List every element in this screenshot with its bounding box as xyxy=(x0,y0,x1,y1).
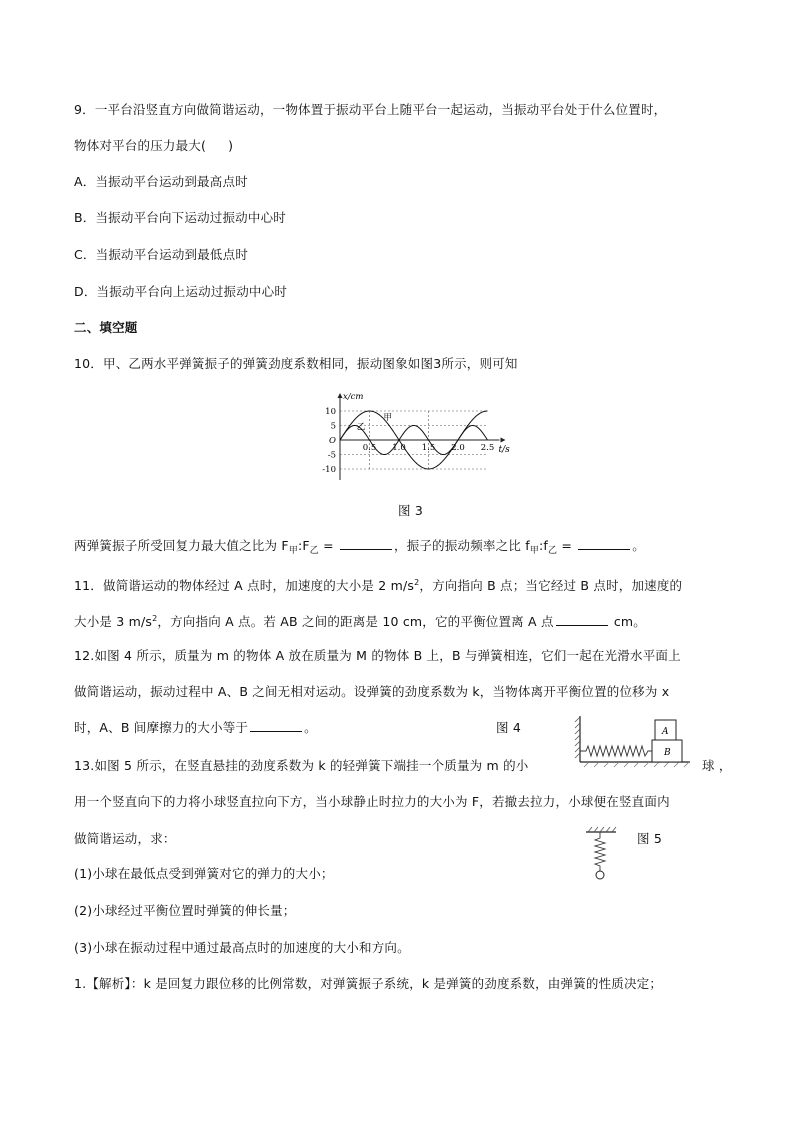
q10-stem: 10．甲、乙两水平弹簧振子的弹簧劲度系数相同，振动图象如图3所示，则可知 xyxy=(74,356,518,371)
q10-text-mid: ，振子的振动频率之比 f xyxy=(394,538,530,553)
y-tick-label: 10 xyxy=(325,407,336,417)
q10-blank-1[interactable] xyxy=(340,538,392,550)
section-title: 二、填空题 xyxy=(74,320,138,335)
q12-line1: 12.如图 4 所示，质量为 m 的物体 A 放在质量为 M 的物体 B 上，B 与弹簧相连，它们一起在光滑水平面上 xyxy=(74,648,681,663)
figure-3-chart xyxy=(308,390,508,482)
q10-end: 。 xyxy=(632,538,645,553)
q11-blank[interactable] xyxy=(556,614,608,626)
figure-5-diagram xyxy=(584,826,618,884)
q10-sub-jia: 甲 xyxy=(288,546,298,556)
q13-sub1: (1)小球在最低点受到弹簧对它的弹力的大小； xyxy=(74,866,334,881)
q9-stem-text: 物体对平台的压力最大( xyxy=(74,138,207,153)
series-label-yi: 乙 xyxy=(356,422,366,433)
q13-line2: 用一个竖直向下的力将小球竖直拉向下方，当小球静止时拉力的大小为 F，若撤去拉力，小球便在竖直面内 xyxy=(74,794,670,809)
q11-line1 xyxy=(74,575,682,594)
q12-text-a: 时，A、B 间摩擦力的大小等于 xyxy=(74,720,249,735)
q9-option-b: B．当振动平台向下运动过振动中心时 xyxy=(74,210,286,225)
x-tick-label: 2.5 xyxy=(480,443,495,453)
y-tick-label: O xyxy=(329,436,336,446)
q12-line3 xyxy=(74,720,317,736)
block-b-label: B xyxy=(664,748,671,758)
series-label-jia: 甲 xyxy=(383,413,393,423)
spring-vertical xyxy=(595,832,605,871)
q9-stem-line1: 9．一平台沿竖直方向做简谐运动，一物体置于振动平台上随平台一起运动，当振动平台处于什么位置时， xyxy=(74,102,667,117)
figure-4-label: 图 4 xyxy=(496,720,522,735)
q11-text-b: ，方向指向 B 点；当它经过 B 点时，加速度的 xyxy=(419,578,683,593)
q10-sub-jia-2: 甲 xyxy=(529,546,539,556)
q12-blank[interactable] xyxy=(250,720,302,732)
q10-blank-2[interactable] xyxy=(578,538,630,550)
q11-sup-1: 2 xyxy=(414,578,420,587)
q10-colon2: :f xyxy=(539,538,549,553)
q13-sub2: (2)小球经过平衡位置时弹簧的伸长量； xyxy=(74,903,296,918)
figure-5-label: 图 5 xyxy=(637,831,663,846)
q12-text-b: 。 xyxy=(304,720,317,735)
q13-line1-tail: 球 ， xyxy=(702,758,732,773)
q13-line3: 做简谐运动，求： xyxy=(74,831,176,846)
q10-colon1: :F xyxy=(297,538,310,553)
q13-line1: 13.如图 5 所示，在竖直悬挂的劲度系数为 k 的轻弹簧下端挂一个质量为 m 的小 xyxy=(74,758,529,773)
x-tick-label: 2.0 xyxy=(451,443,465,453)
block-a-label: A xyxy=(662,727,669,737)
q10-text-a: 两弹簧振子所受回复力最大值之比为 F xyxy=(74,538,289,553)
q13-sub3: (3)小球在振动过程中通过最高点时的加速度的大小和方向。 xyxy=(74,940,410,955)
y-tick-label: 5 xyxy=(330,421,336,432)
x-axis-arrow xyxy=(501,438,506,443)
wall-hatch xyxy=(575,717,580,758)
q10-sub-yi: 乙 xyxy=(309,546,319,556)
figure-4-diagram xyxy=(574,714,692,770)
x-tick-label: 0.5 xyxy=(362,443,377,453)
q9-paren-close: ) xyxy=(228,138,234,153)
q9-option-a: A．当振动平台运动到最高点时 xyxy=(74,174,248,189)
q10-sub-yi-2: 乙 xyxy=(548,546,558,556)
q9-option-c: C．当振动平台运动到最低点时 xyxy=(74,247,249,262)
y-axis-arrow xyxy=(338,393,343,398)
q11-line2 xyxy=(74,611,646,630)
figure-3-caption: 图 3 xyxy=(398,503,424,518)
y-tick-label: -10 xyxy=(322,465,336,475)
q11-text-d: ，方向指向 A 点。若 AB 之间的距离是 10 cm，它的平衡位置离 A 点 xyxy=(157,614,554,629)
q9-option-d: D．当振动平台向上运动过振动中心时 xyxy=(74,284,288,299)
y-axis-label: x/cm xyxy=(343,392,364,402)
q10-eq1: = xyxy=(318,538,339,553)
answer-1: 1.【解析】：k 是回复力跟位移的比例常数，对弹簧振子系统，k 是弹簧的劲度系数，由弹簧的性质决定； xyxy=(74,976,663,991)
q11-text-a: 11．做简谐运动的物体经过 A 点时，加速度的大小是 2 m/s xyxy=(74,578,415,593)
spring-horizontal xyxy=(580,746,652,756)
q10-eq2: = xyxy=(557,538,577,553)
q12-line2: 做简谐运动，振动过程中 A、B 之间无相对运动。设弹簧的劲度系数为 k，当物体离开平衡位置的位移为 x xyxy=(74,684,670,699)
q10-answer-line xyxy=(74,538,645,559)
floor-hatch xyxy=(584,762,689,767)
x-axis-label: t/s xyxy=(498,445,510,455)
q11-unit: cm。 xyxy=(609,614,647,629)
q11-sup-2: 2 xyxy=(152,614,158,623)
x-tick-label: 1.5 xyxy=(421,443,436,453)
x-tick-label: 1.0 xyxy=(392,443,406,453)
ceiling-hatch xyxy=(588,827,616,832)
q9-stem-line2 xyxy=(74,138,233,154)
y-tick-label: -5 xyxy=(327,450,336,461)
ball xyxy=(596,871,604,879)
q11-text-c: 大小是 3 m/s xyxy=(74,614,153,629)
